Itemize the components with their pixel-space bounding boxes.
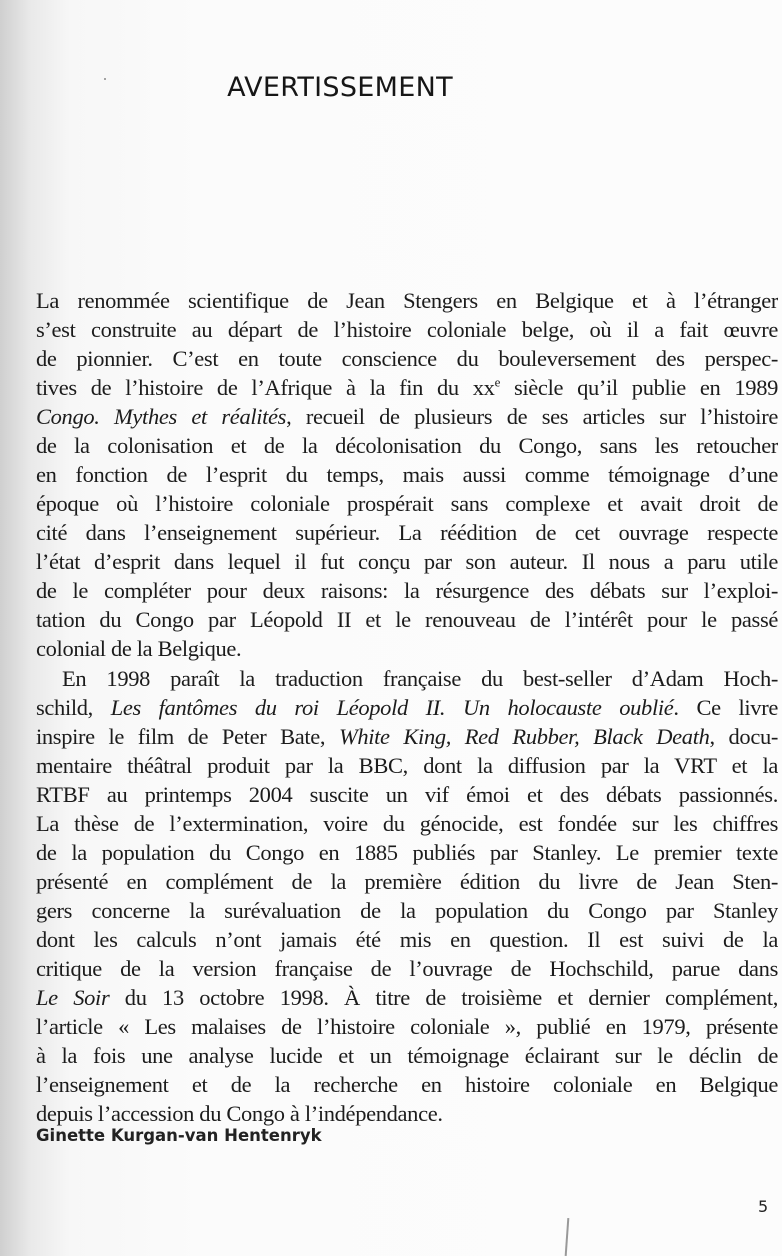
text-segment: , docu- xyxy=(709,724,778,749)
italic-title: White King, Red Rubber, Black Death xyxy=(338,724,710,749)
text-line xyxy=(36,431,778,460)
body-text xyxy=(36,286,778,1128)
text-segment: siècle qu’il publie en 1989 xyxy=(500,375,778,400)
text-line xyxy=(36,634,778,663)
text-line xyxy=(36,605,778,634)
text-segment: mentaire théâtral produit par la BBC, dont la diffusion par la VRT et la xyxy=(36,753,778,778)
text-line xyxy=(36,1070,778,1099)
page-number: 5 xyxy=(758,1197,769,1216)
text-segment: l’enseignement et de la recherche en histoire coloniale en Belgique xyxy=(36,1072,778,1097)
text-line xyxy=(36,838,778,867)
text-line xyxy=(36,925,778,954)
text-segment: colonial de la Belgique. xyxy=(36,636,242,661)
text-segment: En 1998 paraît la traduction française du best-seller d’Adam Hoch- xyxy=(62,666,778,691)
text-line xyxy=(36,547,778,576)
text-line xyxy=(36,780,778,809)
scan-mark xyxy=(565,1218,570,1256)
text-segment: schild, xyxy=(36,695,111,720)
text-line xyxy=(36,954,778,983)
text-line xyxy=(36,315,778,344)
text-segment: de la population du Congo en 1885 publiés par Stanley. Le premier texte xyxy=(36,840,778,865)
text-segment: s’est construite au départ de l’histoire coloniale belge, où il a fait œuvre xyxy=(36,317,778,342)
paragraph xyxy=(36,286,778,663)
text-segment: du 13 octobre 1998. À titre de troisième et dernier complément, xyxy=(109,985,778,1010)
text-segment: époque où l’histoire coloniale prospérait sans complexe et avait droit de xyxy=(36,491,778,516)
text-segment: dont les calculs n’ont jamais été mis en question. Il est suivi de la xyxy=(36,927,778,952)
text-segment: cité dans l’enseignement supérieur. La réédition de cet ouvrage respecte xyxy=(36,520,778,545)
text-line xyxy=(36,460,778,489)
text-line xyxy=(36,693,778,722)
italic-title: Congo. Mythes et réalités xyxy=(36,404,287,429)
text-segment: de le compléter pour deux raisons: la résurgence des débats sur l’exploi- xyxy=(36,578,778,603)
text-line xyxy=(36,286,778,315)
text-line xyxy=(36,518,778,547)
text-segment: l’état d’esprit dans lequel il fut conçu par son auteur. Il nous a paru utile xyxy=(36,549,778,574)
italic-title: Le Soir xyxy=(36,985,110,1010)
text-segment: depuis l’accession du Congo à l’indépendance. xyxy=(36,1101,443,1126)
page-title: AVERTISSEMENT xyxy=(227,72,453,103)
text-segment: . Ce livre xyxy=(673,695,778,720)
text-line xyxy=(36,373,778,402)
text-line xyxy=(36,576,778,605)
text-line xyxy=(36,664,778,693)
text-line xyxy=(36,722,778,751)
text-segment: inspire le film de Peter Bate, xyxy=(36,724,339,749)
text-segment: de pionnier. C’est en toute conscience du bouleversement des perspec- xyxy=(36,346,778,371)
paragraph xyxy=(36,664,778,1128)
text-segment: tation du Congo par Léopold II et le renouveau de l’intérêt pour le passé xyxy=(36,607,778,632)
text-segment: l’article « Les malaises de l’histoire coloniale », publié en 1979, présente xyxy=(36,1014,778,1039)
italic-title: Les fantômes du roi Léopold II. Un holocauste oublié xyxy=(110,695,674,720)
text-line xyxy=(36,867,778,896)
text-line xyxy=(36,1012,778,1041)
text-segment: présenté en complément de la première édition du livre de Jean Sten- xyxy=(36,869,778,894)
text-segment: La thèse de l’extermination, voire du génocide, est fondée sur les chiffres xyxy=(36,811,778,836)
text-segment: de la colonisation et de la décolonisation du Congo, sans les retoucher xyxy=(36,433,778,458)
text-line xyxy=(36,402,778,431)
text-line xyxy=(36,344,778,373)
text-segment: en fonction de l’esprit du temps, mais aussi comme témoignage d’une xyxy=(36,462,778,487)
text-segment: RTBF au printemps 2004 suscite un vif émoi et des débats passionnés. xyxy=(36,782,778,807)
text-line xyxy=(36,983,778,1012)
text-line xyxy=(36,809,778,838)
text-segment: , recueil de plusieurs de ses articles sur l’histoire xyxy=(286,404,778,429)
text-line xyxy=(36,1099,778,1128)
text-line xyxy=(36,896,778,925)
text-segment: La renommée scientifique de Jean Stengers en Belgique et à l’étranger xyxy=(36,288,778,313)
text-segment: tives de l’histoire de l’Afrique à la fin du xx xyxy=(36,375,495,400)
text-line xyxy=(36,489,778,518)
text-line xyxy=(36,1041,778,1070)
text-segment: à la fois une analyse lucide et un témoignage éclairant sur le déclin de xyxy=(36,1043,778,1068)
author-signature: Ginette Kurgan-van Hentenryk xyxy=(36,1126,322,1145)
text-segment: critique de la version française de l’ouvrage de Hochschild, parue dans xyxy=(36,956,778,981)
text-segment: e xyxy=(494,374,501,390)
text-segment: gers concerne la surévaluation de la population du Congo par Stanley xyxy=(36,898,778,923)
text-line xyxy=(36,751,778,780)
